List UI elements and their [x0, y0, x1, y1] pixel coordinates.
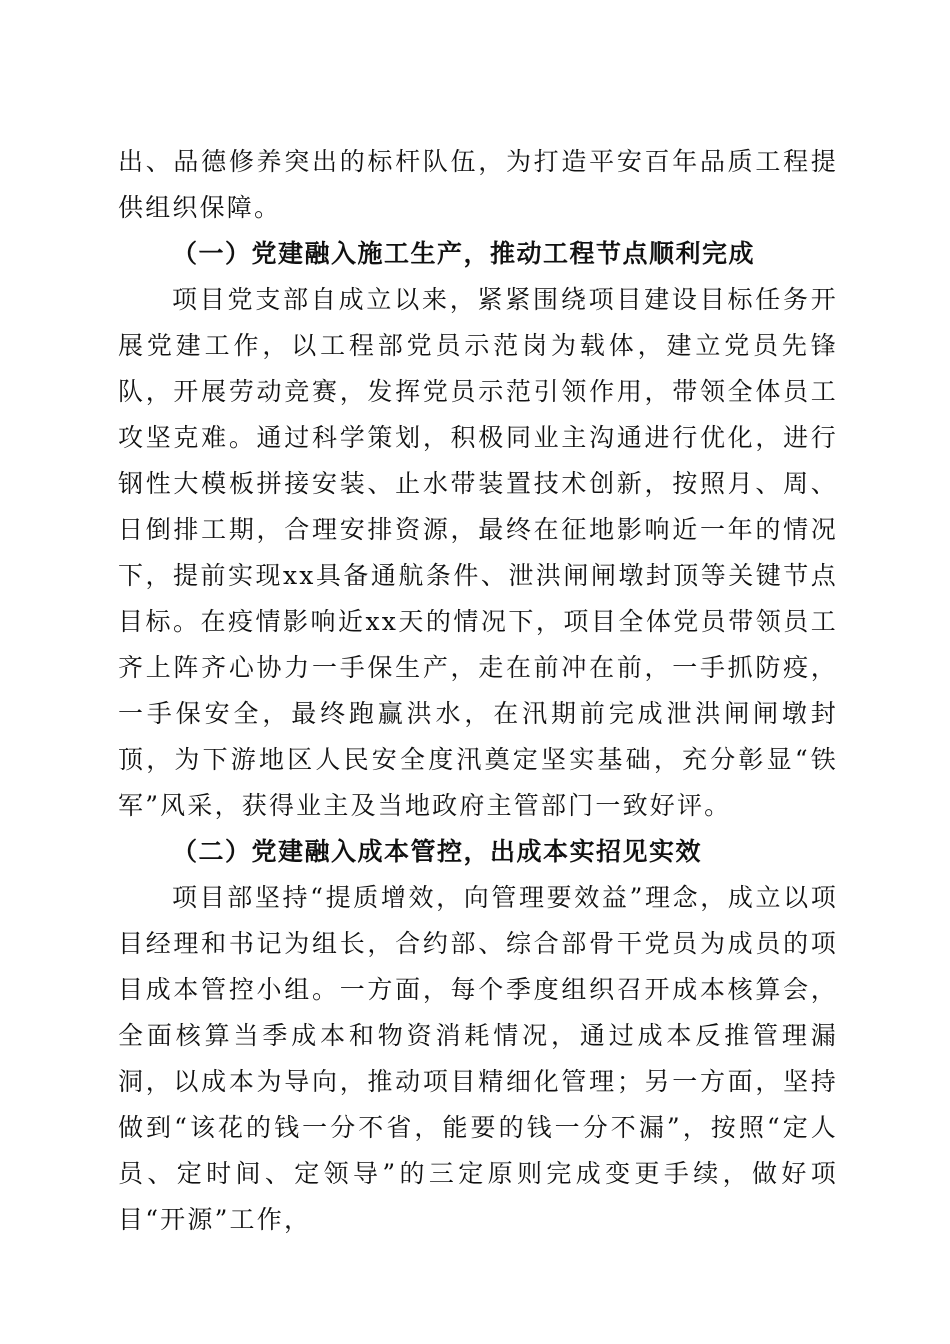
section-heading-2: （二）党建融入成本管控，出成本实招见实效: [172, 837, 703, 866]
section-heading-1: （一）党建融入施工生产，推动工程节点顺利完成: [172, 239, 756, 268]
document-body: [118, 139, 838, 1243]
paragraph-cost-control: 项目部坚持“提质增效，向管理要效益”理念，成立以项目经理和书记为组长，合约部、综合部骨干党员为成员的项目成本管控小组。一方面，每个季度组织召开成本核算会，全面核算当季成本和物资消耗情况，通过成本反推管理漏洞，以成本为导向，推动项目精细化管理；另一方面，坚持做到“该花的钱一分不省，能要的钱一分不漏”，按照“定人员、定时间、定领导”的三定原则完成变更手续，做好项目“开源”工作，: [118, 883, 838, 1234]
paragraph-continuation: 出、品德修养突出的标杆队伍，为打造平安百年品质工程提供组织保障。: [118, 147, 838, 222]
paragraph-construction: 项目党支部自成立以来，紧紧围绕项目建设目标任务开展党建工作，以工程部党员示范岗为载体，建立党员先锋队，开展劳动竞赛，发挥党员示范引领作用，带领全体员工攻坚克难。通过科学策划，积极同业主沟通进行优化，进行钢性大模板拼接安装、止水带装置技术创新，按照月、周、日倒排工期，合理安排资源，最终在征地影响近一年的情况下，提前实现xx具备通航条件、泄洪闸闸墩封顶等关键节点目标。在疫情影响近xx天的情况下，项目全体党员带领员工齐上阵齐心协力一手保生产，走在前冲在前，一手抓防疫，一手保安全，最终跑赢洪水，在汛期前完成泄洪闸闸墩封顶，为下游地区人民安全度汛奠定坚实基础，充分彰显“铁军”风采，获得业主及当地政府主管部门一致好评。: [118, 285, 838, 820]
